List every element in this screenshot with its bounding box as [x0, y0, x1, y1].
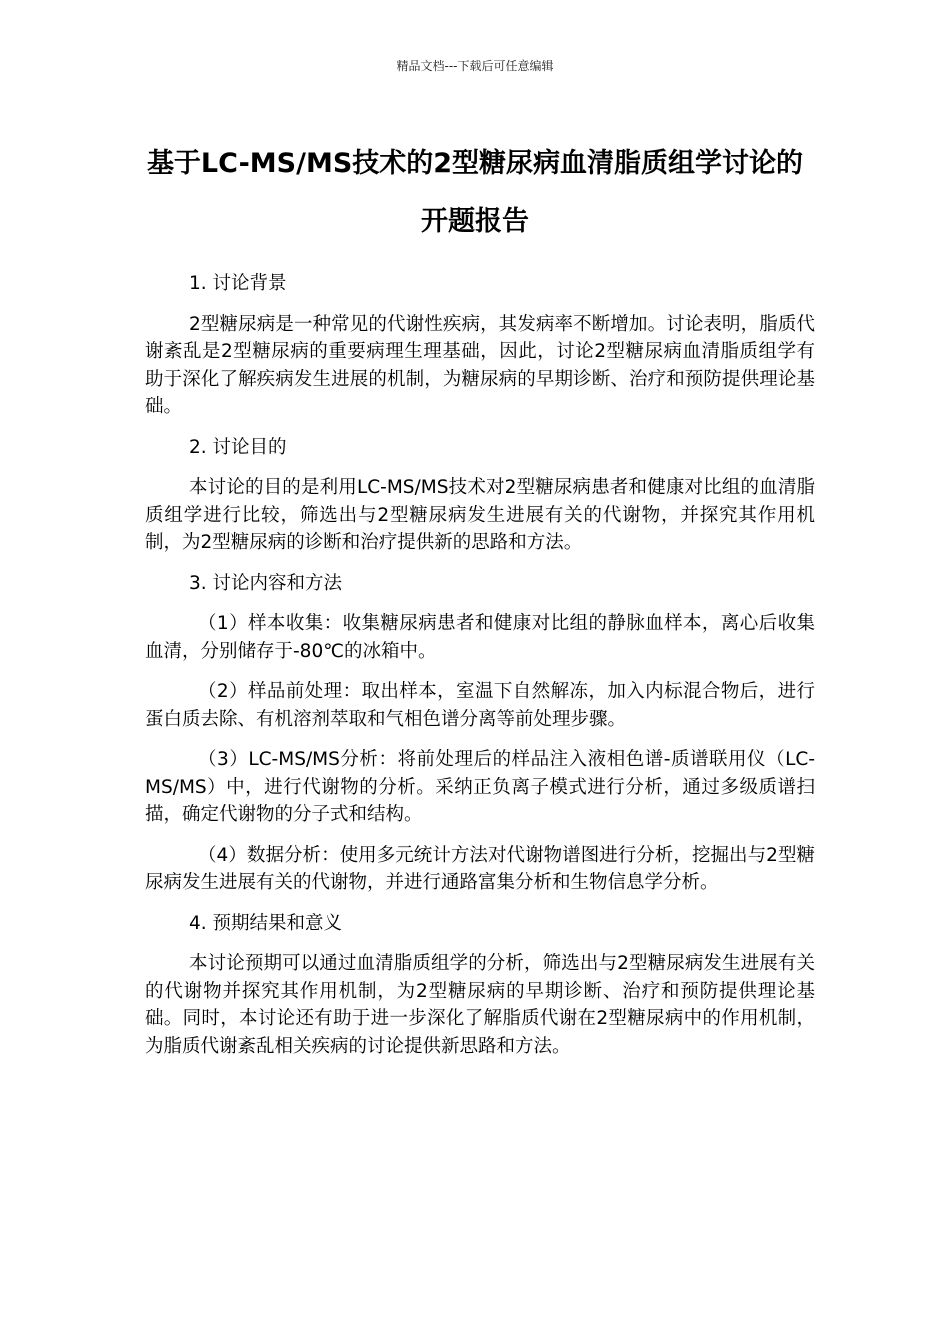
header-note: 精品文档---下载后可任意编辑	[396, 59, 554, 73]
paragraph-purpose: 本讨论的目的是利用LC-MS/MS技术对2型糖尿病患者和健康对比组的血清脂质组学进行比较，筛选出与2型糖尿病发生进展有关的代谢物，并探究其作用机制，为2型糖尿病的诊断和治疗提供新的思路和方法。	[145, 477, 815, 553]
section-heading-background: 1. 讨论背景	[189, 273, 287, 294]
method-item-sample-collection: （1）样本收集：收集糖尿病患者和健康对比组的静脉血样本，离心后收集血清，分别储存于-80℃的冰箱中。	[145, 613, 815, 662]
paragraph-background: 2型糖尿病是一种常见的代谢性疾病，其发病率不断增加。讨论表明，脂质代谢紊乱是2型糖尿病的重要病理生理基础，因此，讨论2型糖尿病血清脂质组学有助于深化了解疾病发生进展的机制，为糖尿病的早期诊断、治疗和预防提供理论基础。	[145, 313, 815, 417]
paragraph-expected-results: 本讨论预期可以通过血清脂质组学的分析，筛选出与2型糖尿病发生进展有关的代谢物并探究其作用机制，为2型糖尿病的早期诊断、治疗和预防提供理论基础。同时，本讨论还有助于进一步深化了解脂质代谢在2型糖尿病中的作用机制，为脂质代谢紊乱相关疾病的讨论提供新思路和方法。	[145, 953, 815, 1057]
section-heading-methods: 3. 讨论内容和方法	[189, 572, 343, 594]
method-item-pretreatment: （2）样品前处理：取出样本，室温下自然解冻，加入内标混合物后，进行蛋白质去除、有机溶剂萃取和气相色谱分离等前处理步骤。	[145, 681, 815, 730]
method-item-lcms-analysis: （3）LC-MS/MS分析：将前处理后的样品注入液相色谱-质谱联用仪（LC-MS/MS）中，进行代谢物的分析。采纳正负离子模式进行分析，通过多级质谱扫描，确定代谢物的分子式和结构。	[145, 749, 815, 825]
section-heading-expected-results: 4. 预期结果和意义	[189, 912, 343, 934]
method-item-data-analysis: （4）数据分析：使用多元统计方法对代谢物谱图进行分析，挖掘出与2型糖尿病发生进展有关的代谢物，并进行通路富集分析和生物信息学分析。	[145, 844, 815, 893]
document-title: 基于LC-MS/MS技术的2型糖尿病血清脂质组学讨论的开题报告	[146, 148, 804, 237]
document-body	[145, 268, 815, 1073]
section-heading-purpose: 2. 讨论目的	[189, 436, 287, 458]
